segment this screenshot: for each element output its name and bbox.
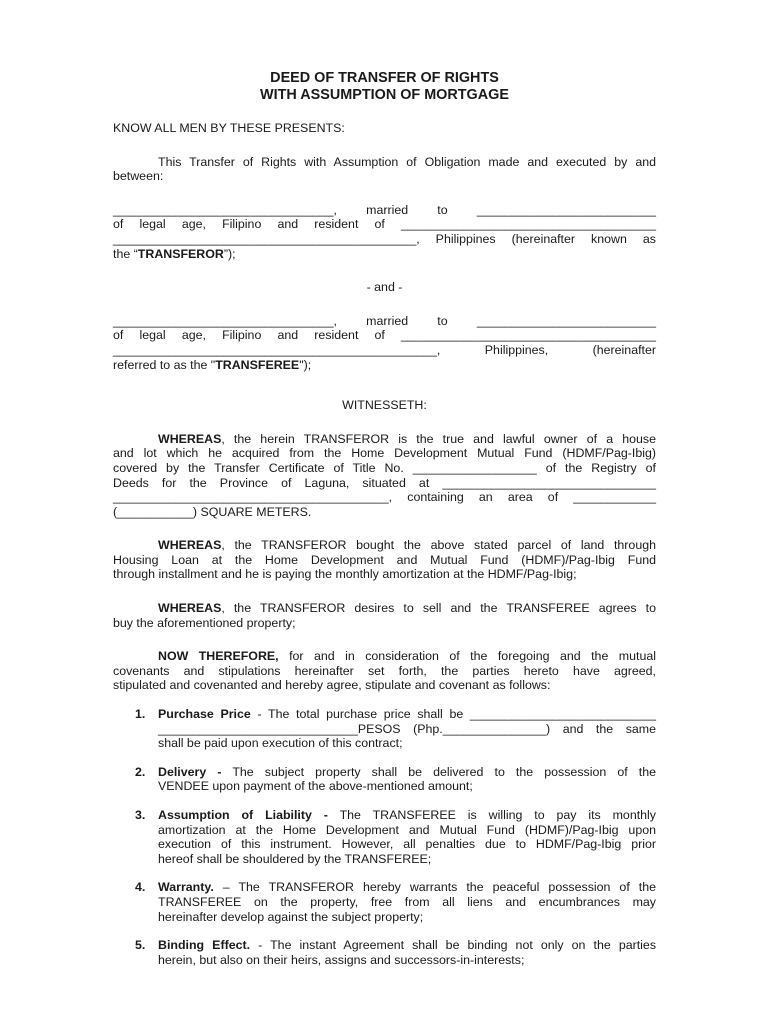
document-title-line-1: DEED OF TRANSFER OF RIGHTS — [270, 70, 499, 86]
text-fragment: referred to as the " — [113, 357, 216, 372]
term-number: 3. — [135, 808, 146, 822]
whereas-paragraph-1 — [113, 432, 656, 520]
now-therefore-lead: NOW THEREFORE, — [158, 649, 279, 664]
now-therefore-paragraph — [113, 649, 656, 693]
text-fragment: The subject property shall be delivered to the possession of the — [221, 764, 656, 779]
witnesseth-heading: WITNESSETH: — [342, 398, 427, 413]
term-line: VENDEE upon payment of the above-mentioned amount; — [158, 779, 473, 794]
whereas-line — [113, 601, 656, 616]
transferor-line: ____________________________________________, Philippines (hereinafter known as — [113, 231, 656, 246]
whereas-line: through installment and he is paying the monthly amortization at the HDMF/Pag-Ibig; — [113, 567, 577, 582]
whereas-lead: WHEREAS — [158, 538, 222, 553]
transferee-line: ________________________________, married to __________________________ — [113, 313, 656, 328]
whereas-line: buy the aforementioned property; — [113, 615, 296, 630]
term-line: hereinafter develop against the subject property; — [158, 909, 424, 924]
text-fragment: , the herein TRANSFEROR is the true and lawful owner of a house — [221, 431, 656, 446]
term-number: 1. — [135, 707, 146, 722]
intro-paragraph — [113, 155, 656, 184]
term-item-warranty — [113, 880, 656, 924]
text-fragment: - The total purchase price shall be ___________________________ — [250, 707, 656, 722]
term-line — [158, 707, 656, 722]
term-line — [158, 765, 656, 780]
terms-list — [113, 707, 656, 967]
text-fragment: ”); — [223, 246, 236, 261]
whereas-line — [113, 432, 656, 447]
whereas-line: and lot which he acquired from the Home Development Mutual Fund (HDMF/Pag-Ibig) — [113, 446, 656, 461]
text-fragment: - The instant Agreement shall be binding not only on the parties — [250, 938, 657, 953]
whereas-line — [113, 538, 656, 553]
term-line — [158, 808, 656, 823]
term-number: 5. — [135, 938, 146, 953]
transferor-line — [113, 247, 656, 262]
transferor-paragraph — [113, 203, 656, 261]
text-fragment: "); — [299, 357, 312, 372]
term-line: herein, but also on their heirs, assigns and successors-in-interests; — [158, 952, 525, 967]
term-number: 2. — [135, 764, 146, 779]
deed-document — [113, 70, 656, 967]
transferor-line: of legal age, Filipino and resident of _____________________________________ — [113, 217, 656, 232]
transferee-line: of legal age, Filipino and resident of _____________________________________ — [113, 328, 656, 343]
text-fragment: the “ — [113, 246, 138, 261]
whereas-line: (___________) SQUARE METERS. — [113, 504, 312, 519]
term-item-assumption-of-liability — [113, 808, 656, 866]
now-therefore-line: covenants and stipulations hereinafter set forth, the parties hereto have agreed, — [113, 663, 656, 678]
and-separator: - and - — [366, 280, 403, 295]
whereas-line: Housing Loan at the Home Development and Mutual Fund (HDMF)/Pag-Ibig Fund — [113, 552, 656, 567]
term-line: shall be paid upon execution of this contract; — [158, 736, 403, 751]
term-line: TRANSFEREE on the property, free from all liens and encumbrances may — [158, 894, 656, 909]
transferor-line: ________________________________, married to __________________________ — [113, 202, 656, 217]
intro-line: This Transfer of Rights with Assumption of Obligation made and executed by and — [158, 154, 656, 169]
whereas-line: covered by the Transfer Certificate of Title No. __________________ of the Registry of — [113, 460, 656, 475]
term-line — [158, 880, 656, 895]
term-lead: Assumption of Liability - — [158, 808, 328, 822]
now-therefore-line: stipulated and covenanted and hereby agree, stipulate and covenant as follows: — [113, 678, 551, 693]
term-number: 4. — [135, 880, 146, 895]
document-title-line-2: WITH ASSUMPTION OF MORTGAGE — [260, 87, 509, 103]
term-lead: Binding Effect. — [158, 938, 251, 953]
term-item-delivery — [113, 765, 656, 794]
whereas-line: ________________________________________, containing an area of ____________ — [113, 490, 656, 505]
text-fragment: The TRANSFEREE is willing to pay its monthly — [327, 808, 656, 822]
intro-line: between: — [113, 169, 164, 184]
now-therefore-line — [113, 649, 656, 664]
text-fragment: , the TRANSFEROR bought the above stated parcel of land through — [221, 538, 656, 553]
transferor-label: TRANSFEROR — [137, 246, 224, 261]
transferee-line — [113, 358, 656, 373]
whereas-paragraph-2 — [113, 538, 656, 582]
salutation: KNOW ALL MEN BY THESE PRESENTS: — [113, 121, 345, 135]
transferee-label: TRANSFEREE — [215, 357, 300, 372]
term-lead: Purchase Price — [158, 707, 251, 722]
term-line: amortization at the Home Development and Mutual Fund (HDMF)/Pag-Ibig upon — [158, 822, 656, 837]
text-fragment: for and in consideration of the foregoing and the mutual — [278, 649, 656, 664]
whereas-lead: WHEREAS — [158, 601, 222, 616]
whereas-line: Deeds for the Province of Laguna, situated at _______________________________ — [113, 475, 656, 490]
term-item-purchase-price — [113, 707, 656, 751]
text-fragment: , the TRANSFEROR desires to sell and the TRANSFEREE agrees to — [221, 601, 656, 616]
term-lead: Delivery - — [158, 764, 222, 779]
whereas-paragraph-3 — [113, 601, 656, 630]
transferee-line: _______________________________________________, Philippines, (hereinafter — [113, 342, 656, 357]
text-fragment: – The TRANSFEROR hereby warrants the peaceful possession of the — [213, 880, 656, 895]
term-line: hereof shall be shouldered by the TRANSFEREE; — [158, 851, 432, 866]
whereas-lead: WHEREAS — [158, 431, 222, 446]
term-line — [158, 938, 656, 953]
term-line: _____________________________PESOS (Php._______________) and the same — [158, 721, 656, 736]
transferee-paragraph — [113, 314, 656, 372]
term-line: execution of this instrument. However, all penalties due to HDMF/Pag-Ibig prior — [158, 837, 656, 852]
term-item-binding-effect — [113, 938, 656, 967]
term-lead: Warranty. — [158, 880, 214, 895]
